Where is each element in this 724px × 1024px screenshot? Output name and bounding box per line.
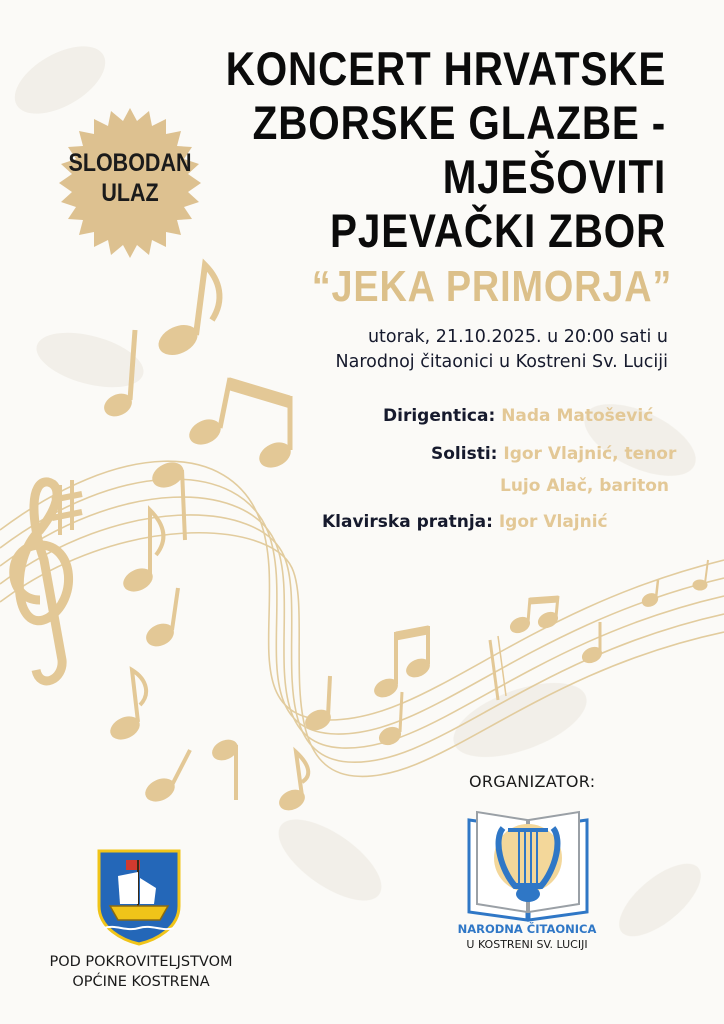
conductor-row [383,406,653,426]
conductor-name: Nada Matošević [501,406,654,426]
soloist-2-row [500,476,669,496]
title-line-3: MJEŠOVITI [442,150,666,203]
free-entry-badge-text [66,148,195,208]
organizer-location: U KOSTRENI SV. LUCIJI [466,938,588,951]
soloists-row [431,444,676,464]
badge-line-2: ULAZ [101,179,159,207]
pianist-name: Igor Vlajnić [498,512,608,532]
staff-lines [0,461,724,776]
patronage [36,952,246,992]
organizer-label: ORGANIZATOR: [469,772,596,791]
event-details [336,325,668,375]
organizer-name: NARODNA ČITAONICA [457,922,597,936]
piano-label: Klavirska pratnja: [322,512,493,532]
soloist-1: Igor Vlajnić, tenor [503,444,677,464]
patron-line-2: OPĆINE KOSTRENA [72,974,210,990]
soloist-2: Lujo Alač, bariton [500,476,670,496]
concert-title [226,42,666,258]
soloists-label: Solisti: [431,444,498,464]
event-date: utorak, 21.10.2025. u 20:00 sati u [367,327,668,347]
piano-row [322,512,608,532]
coat-of-arms-ship [96,848,182,946]
lyre-book-logo [463,800,593,924]
title-line-1: KONCERT HRVATSKE [225,42,666,95]
title-line-2: ZBORSKE GLAZBE - [252,96,666,149]
choir-name: “JEKA PRIMORJA” [311,262,672,311]
event-venue: Narodnoj čitaonici u Kostreni Sv. Luciji [335,352,668,372]
patron-line-1: POD POKROVITELJSTVOM [49,954,233,970]
badge-line-1: SLOBODAN [68,149,192,177]
conductor-label: Dirigentica: [383,406,496,426]
title-line-4: PJEVAČKI ZBOR [329,204,666,257]
